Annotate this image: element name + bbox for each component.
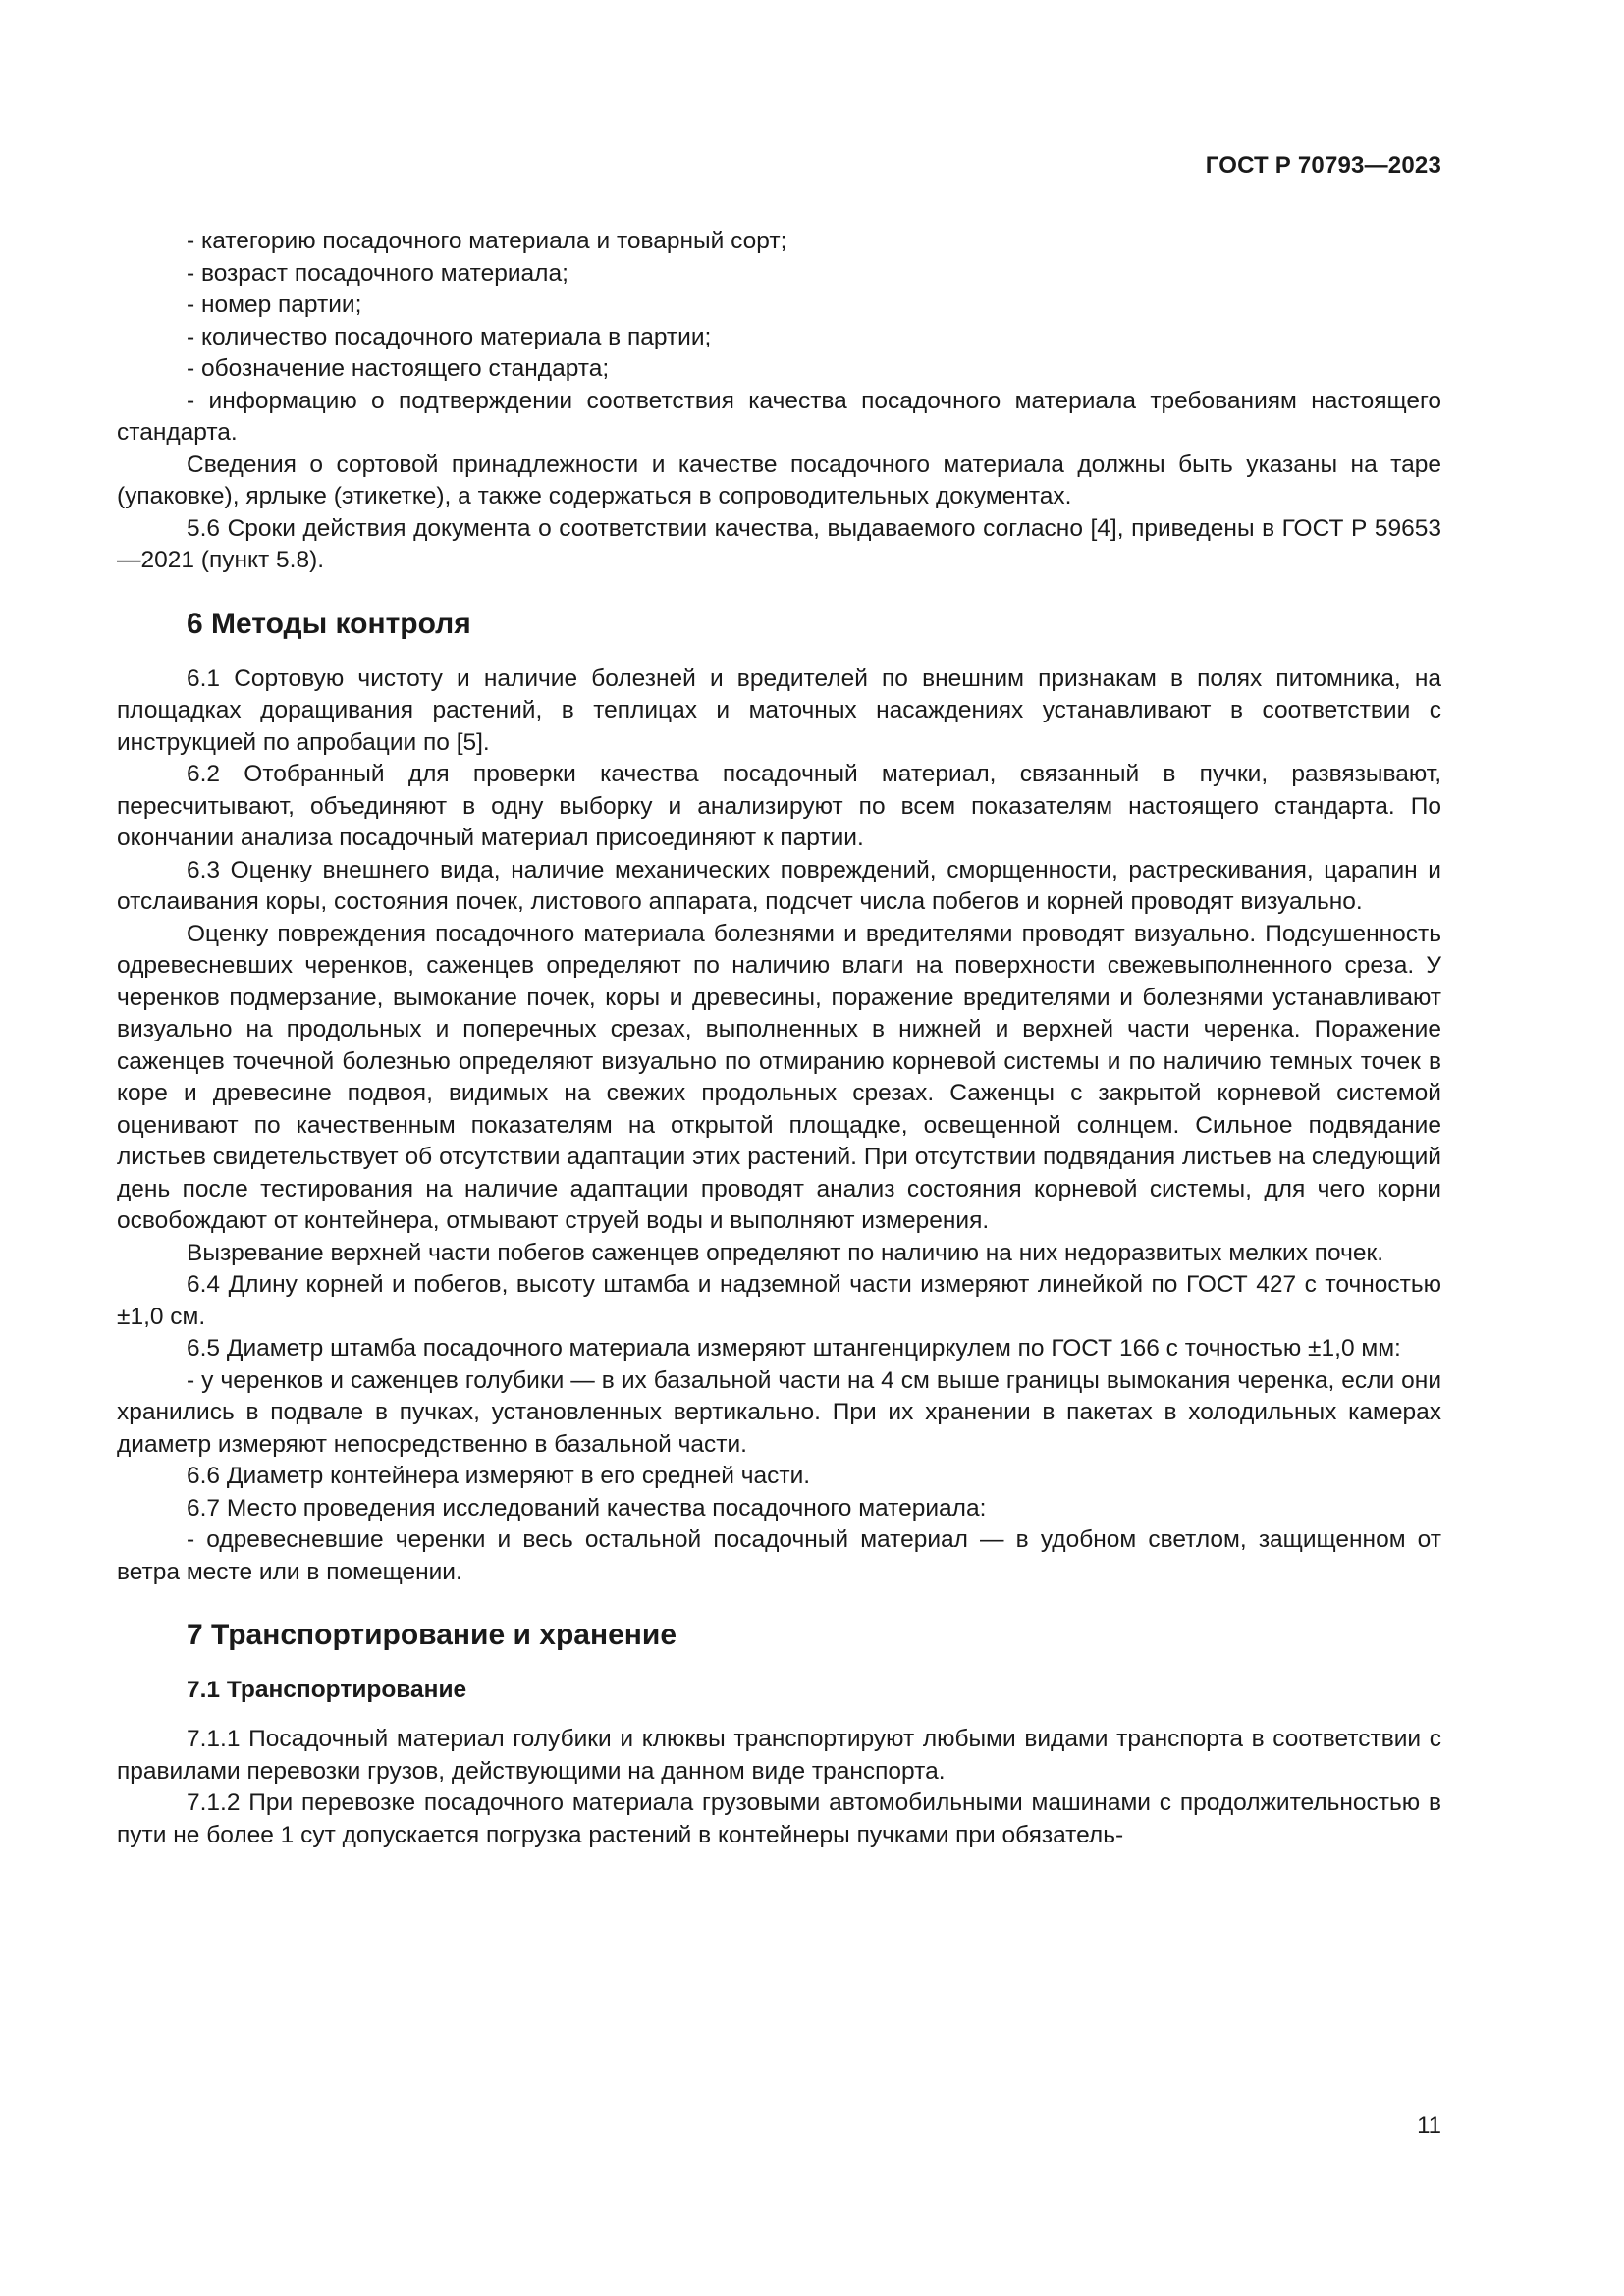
list-item: - категорию посадочного материала и товарный сорт; bbox=[187, 228, 787, 254]
page-number: 11 bbox=[1417, 2112, 1441, 2139]
list-item: - номер партии; bbox=[187, 292, 362, 318]
paragraph-6-1: 6.1 Сортовую чистоту и наличие болезней и вредителей по внешним признакам в полях питомника, на площадках доращивания растений, в теплицах и маточных насаждениях устанавливают в соответствии с инструкцией по апробации по [5]. bbox=[117, 665, 1441, 756]
list-item: - одревесневшие черенки и весь остальной посадочный материал — в удобном светлом, защищенном от ветра месте или в помещении. bbox=[117, 1526, 1441, 1585]
paragraph-6-2: 6.2 Отобранный для проверки качества посадочный материал, связанный в пучки, развязывают, пересчитывают, объединяют в одну выборку и анализируют по всем показателям настоящего стандарта. По окончании анализа посадочный материал присоединяют к партии. bbox=[117, 761, 1441, 851]
paragraph-6-7: 6.7 Место проведения исследований качества посадочного материала: bbox=[187, 1494, 987, 1522]
paragraph-7-1-2: 7.1.2 При перевозке посадочного материала грузовыми автомобильными машинами с продолжительностью в пути не более 1 сут допускается погрузка растений в контейнеры пучками при обязатель- bbox=[117, 1789, 1441, 1848]
paragraph-damage-assessment: Оценку повреждения посадочного материала болезнями и вредителями проводят визуально. Подсушенность одревесневших черенков, саженцев определяют по наличию влаги на поверхности свежевыполненного среза. У черенков подмерзание, вымокание почек, коры и древесины, поражение вредителями и болезнями устанавливают визуально на продольных и поперечных срезах, выполненных в нижней и верхней части черенка. Поражение саженцев точечной болезнью определяют визуально по отмиранию корневой системы и по наличию темных точек в коре и древесине подвоя, видимых на свежих продольных срезах. Саженцы с закрытой корневой системой оценивают по качественным показателям на открытой площадке, освещенной солнцем. Сильное подвядание листьев свидетельствует об отсутствии адаптации этих растений. При отсутствии подвядания листьев на следующий день после тестирования на наличие адаптации проводят анализ состояния корневой системы, для чего корни освобождают от контейнера, отмывают струей воды и выполняют измерения. bbox=[117, 920, 1441, 1234]
paragraph-shoot-maturation: Вызревание верхней части побегов саженцев определяют по наличию на них недоразвитых мелких почек. bbox=[187, 1239, 1384, 1266]
paragraph-6-3: 6.3 Оценку внешнего вида, наличие механических повреждений, сморщенности, растрескивания, царапин и отслаивания коры, состояния почек, листового аппарата, подсчет числа побегов и корней проводят визуально. bbox=[117, 856, 1441, 915]
paragraph-6-5: 6.5 Диаметр штамба посадочного материала измеряют штангенциркулем по ГОСТ 166 с точностью ±1,0 мм: bbox=[187, 1335, 1401, 1362]
list-item: - количество посадочного материала в партии; bbox=[187, 323, 712, 350]
list-item: - обозначение настоящего стандарта; bbox=[187, 355, 610, 382]
section-6-heading: 6 Методы контроля bbox=[187, 607, 471, 640]
document-code-header: ГОСТ Р 70793—2023 bbox=[1205, 152, 1441, 179]
list-item: - информацию о подтверждении соответствия качества посадочного материала требованиям настоящего стандарта. bbox=[117, 387, 1441, 446]
paragraph-sort-info: Сведения о сортовой принадлежности и качестве посадочного материала должны быть указаны на таре (упаковке), ярлыке (этикетке), а также содержаться в сопроводительных документах. bbox=[117, 451, 1441, 509]
list-item: - возраст посадочного материала; bbox=[187, 259, 568, 287]
subsection-7-1-heading: 7.1 Транспортирование bbox=[187, 1677, 467, 1703]
section-7-heading: 7 Транспортирование и хранение bbox=[187, 1619, 677, 1651]
list-item: - у черенков и саженцев голубики — в их базальной части на 4 см выше границы вымокания черенка, если они хранились в подвале в пучках, установленных вертикально. При их хранении в пакетах в холодильных камерах диаметр измеряют непосредственно в базальной части. bbox=[117, 1366, 1441, 1458]
paragraph-6-4: 6.4 Длину корней и побегов, высоту штамба и надземной части измеряют линейкой по ГОСТ 427 с точностью ±1,0 см. bbox=[117, 1271, 1441, 1330]
paragraph-5-6: 5.6 Сроки действия документа о соответствии качества, выдаваемого согласно [4], приведены в ГОСТ Р 59653—2021 (пункт 5.8). bbox=[117, 514, 1441, 573]
paragraph-6-6: 6.6 Диаметр контейнера измеряют в его средней части. bbox=[187, 1463, 811, 1489]
page-content bbox=[117, 226, 1441, 1851]
paragraph-7-1-1: 7.1.1 Посадочный материал голубики и клюквы транспортируют любыми видами транспорта в соответствии с правилами перевозки грузов, действующими на данном виде транспорта. bbox=[117, 1726, 1441, 1785]
